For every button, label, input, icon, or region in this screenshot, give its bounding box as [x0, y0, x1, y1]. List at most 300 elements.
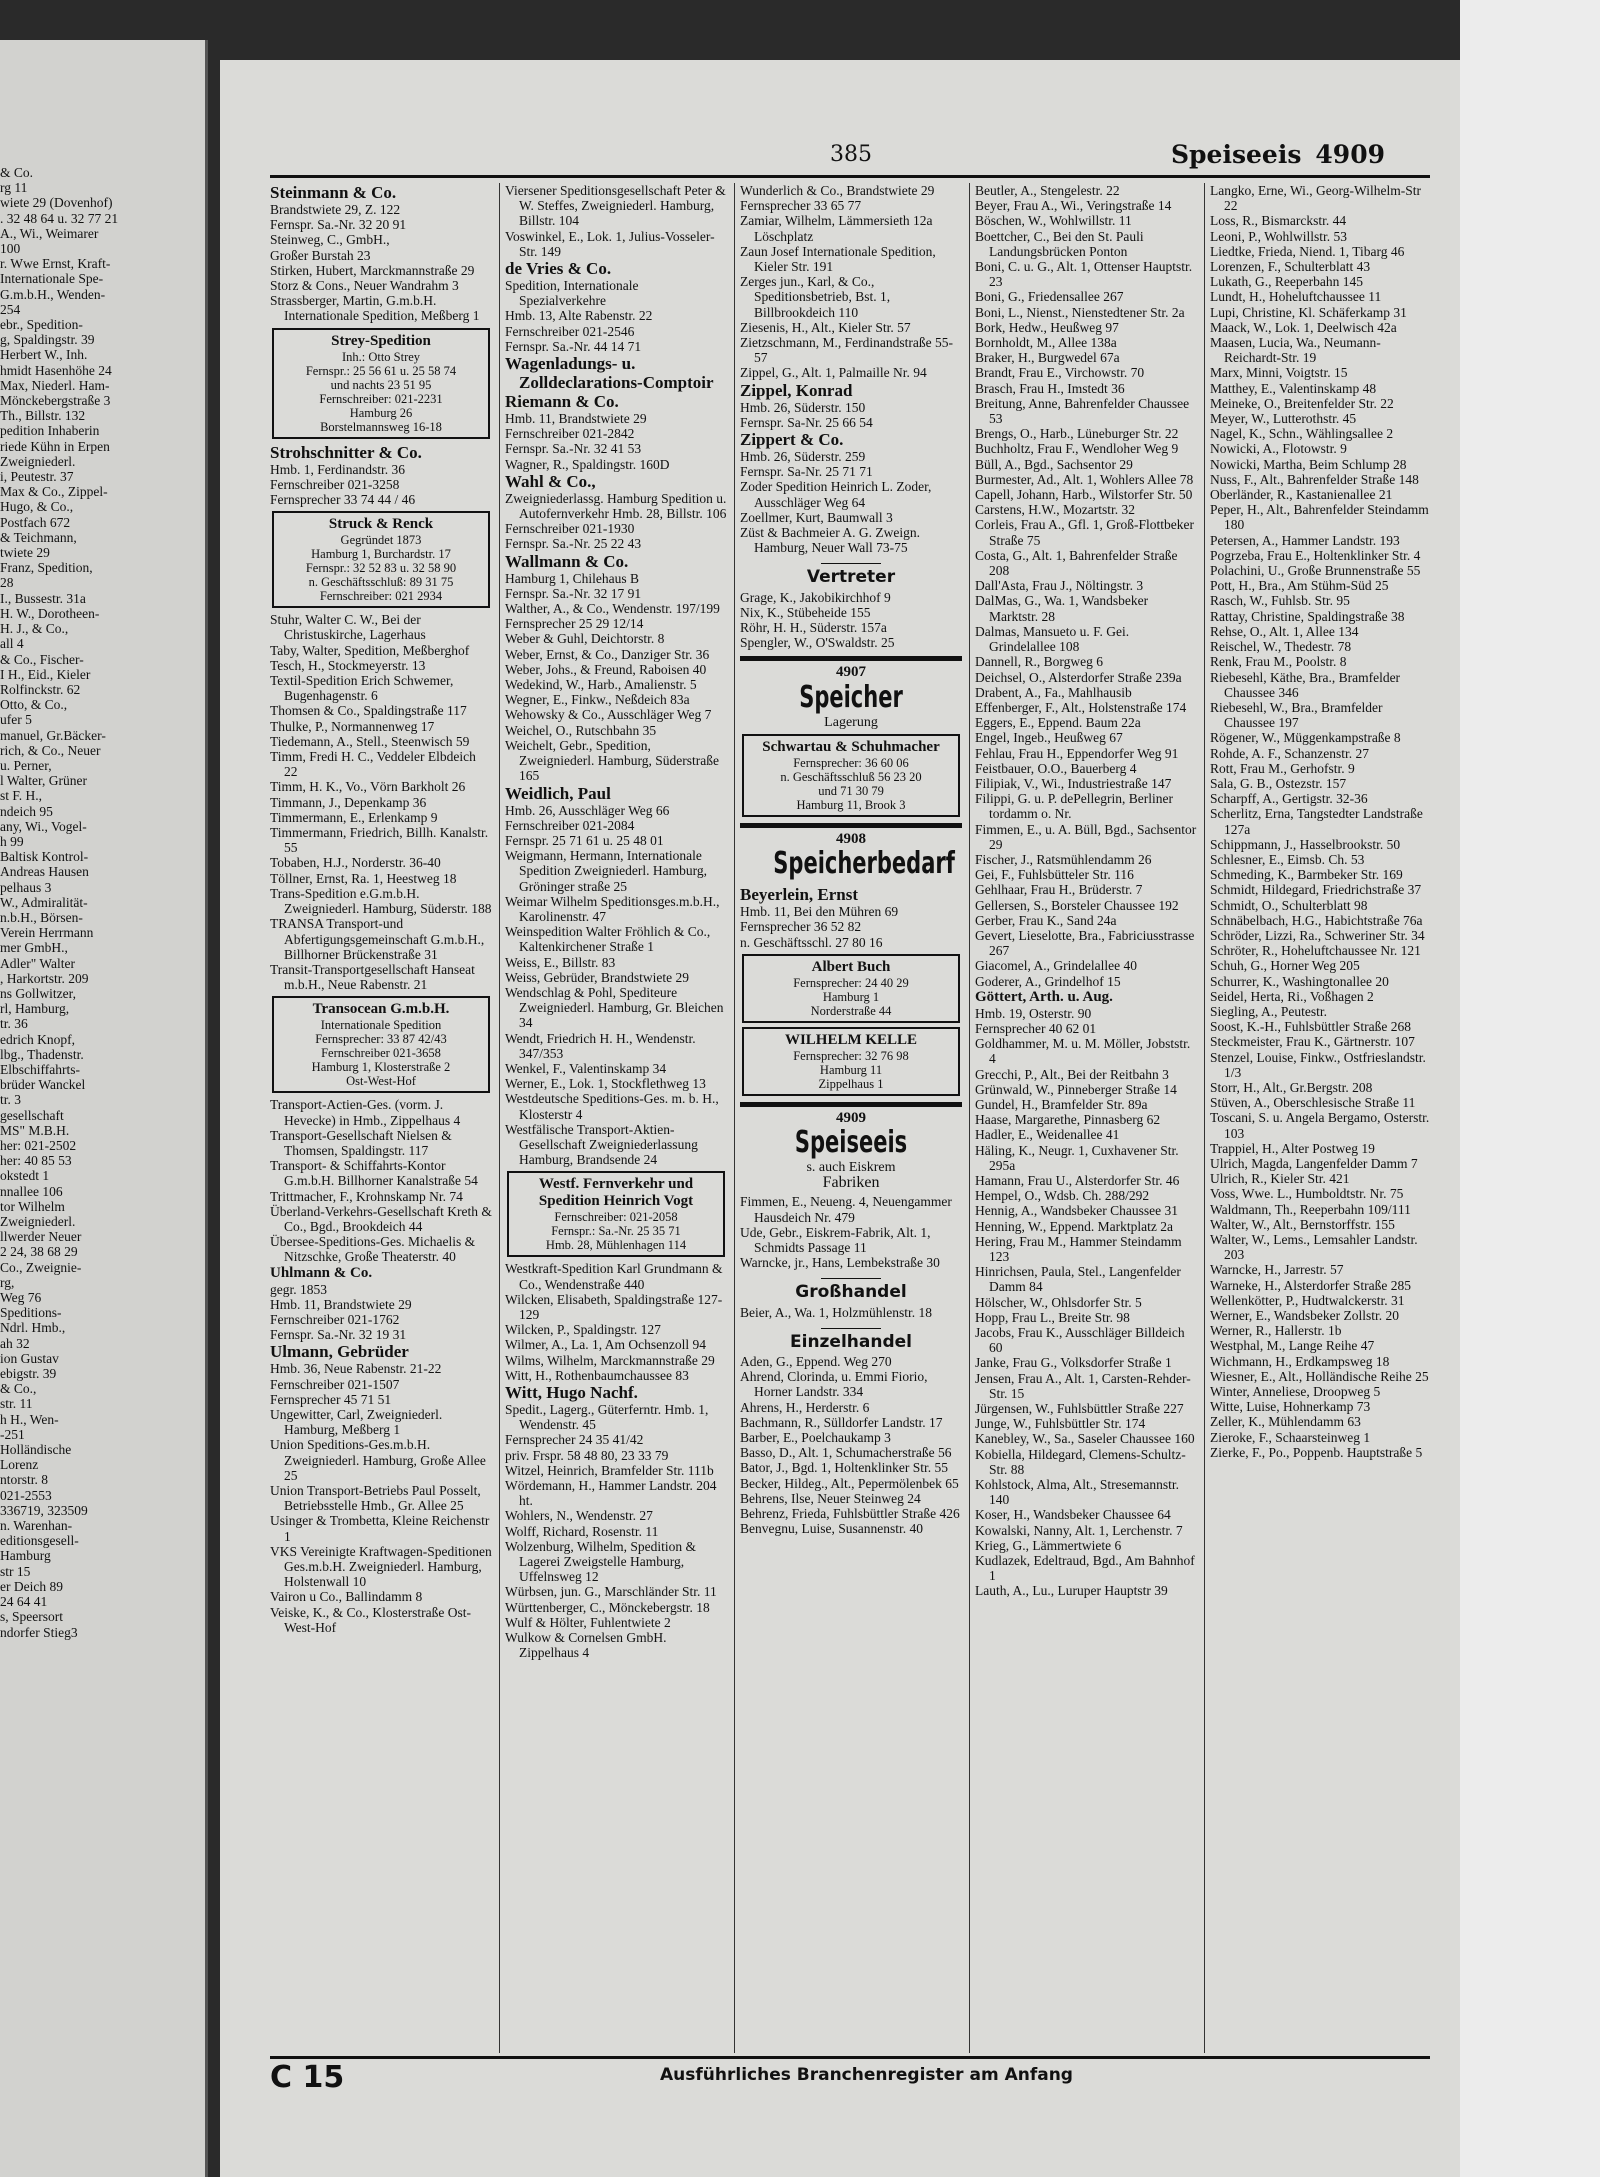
directory-entry: Bator, J., Bgd. 1, Holtenklinker Str. 55 — [740, 1460, 948, 1476]
facing-page-line: brüder Wanckel — [0, 1077, 86, 1093]
facing-page-line: ebr., Spedition- — [0, 317, 83, 333]
advertisement-line: Inh.: Otto Strey — [341, 349, 421, 364]
facing-page-line: Verein Herrmann — [0, 925, 94, 941]
directory-entry: Transport-Gesellschaft Nielsen & Thomsen, Spaldingstr. 117 — [270, 1127, 452, 1158]
directory-entry: Leoni, P., Wohlwillstr. 53 — [1210, 228, 1348, 244]
column-rule — [1204, 183, 1205, 2053]
directory-entry: Walter, W., Lems., Lemsahler Landstr. 203 — [1210, 1232, 1418, 1263]
facing-page-line: rg 11 — [0, 180, 28, 196]
facing-page-line: H. W., Dorotheen- — [0, 605, 100, 621]
facing-page-line: n. Warenhan- — [0, 1518, 73, 1534]
facing-page-line: n.b.H., Börsen- — [0, 909, 83, 925]
category-subheading: Großhandel — [740, 1278, 962, 1300]
directory-entry: Behrenz, Frieda, Fuhlsbüttler Straße 426 — [740, 1505, 960, 1521]
directory-entry: Überland-Verkehrs-Gesellschaft Kreth & Co., Bgd., Brookdeich 44 — [270, 1203, 492, 1234]
directory-entry: Bachmann, R., Sülldorfer Landstr. 17 — [740, 1414, 943, 1430]
directory-entry: Böschen, W., Wohlwillstr. 11 — [975, 213, 1132, 229]
column-rule — [499, 183, 500, 2053]
facing-page-line: any, Wi., Vogel- — [0, 818, 87, 834]
directory-entry: Goderer, A., Grindelhof 15 — [975, 973, 1121, 989]
advertisement-title: Struck & Renck — [328, 516, 434, 533]
directory-entry: Nowicki, A., Flotowstr. 9 — [1210, 441, 1347, 457]
directory-entry: Werner, E., Lok. 1, Stockflethweg 13 — [505, 1076, 706, 1092]
directory-entry: Hempel, O., Wdsb. Ch. 288/292 — [975, 1188, 1150, 1204]
facing-page-line: 2 24, 38 68 29 — [0, 1244, 78, 1260]
advertisement-line: Fernsprecher: 32 76 98 — [793, 1048, 909, 1063]
directory-entry: Fehlau, Frau H., Eppendorfer Weg 91 — [975, 745, 1179, 761]
directory-entry: Schnäbelbach, H.G., Habichtstraße 76a — [1210, 912, 1423, 928]
advertisement-line: Hamburg 26 — [349, 405, 413, 420]
directory-entry: Veiske, K., & Co., Klosterstraße Ost-West-Hof — [270, 1604, 471, 1635]
facing-page-line: tr. 3 — [0, 1092, 22, 1108]
directory-entry: Rohde, A. F., Schanzenstr. 27 — [1210, 745, 1370, 761]
directory-entry: Bornholdt, M., Allee 138a — [975, 335, 1117, 351]
directory-entry: Hmb. 11, Brandstwiete 29 — [270, 1296, 412, 1312]
facing-page-line: h 99 — [0, 833, 24, 849]
directory-entry: Brengs, O., Harb., Lüneburger Str. 22 — [975, 426, 1179, 442]
directory-entry: Fernspr. Sa.-Nr. 32 19 31 — [270, 1327, 407, 1343]
directory-entry: Trappiel, H., Alter Postweg 19 — [1210, 1140, 1375, 1156]
directory-entry: Corleis, Frau A., Gfl. 1, Groß-Flottbeker Straße 75 — [975, 517, 1194, 548]
facing-page-line: i, Peutestr. 37 — [0, 469, 74, 485]
directory-entry: Boettcher, C., Bei den St. Pauli Landungsbrücken Ponton — [975, 228, 1144, 259]
directory-entry: Weber & Guhl, Deichtorstr. 8 — [505, 631, 665, 647]
directory-entry: Ahrend, Clorinda, u. Emmi Fiorio, Horner Landstr. 334 — [740, 1369, 928, 1400]
directory-entry: Schmidt, O., Schulterblatt 98 — [1210, 897, 1368, 913]
facing-page-line: Herbert W., Inh. — [0, 347, 88, 363]
directory-entry: Schmeding, K., Barmbeker Str. 169 — [1210, 867, 1403, 883]
facing-page-line: Th., Billstr. 132 — [0, 408, 86, 424]
section-subtitle: s. auch Eiskrem — [806, 1159, 896, 1175]
directory-entry: Wellenkötter, P., Hudtwalckerstr. 31 — [1210, 1292, 1405, 1308]
directory-entry: Wedekind, W., Harb., Amalienstr. 5 — [505, 677, 697, 693]
directory-entry: Transport- & Schiffahrts-Kontor G.m.b.H. Billhorner Kanalstraße 54 — [270, 1158, 478, 1189]
facing-page-line: rg, — [0, 1274, 15, 1290]
directory-entry: Timmann, J., Depenkamp 36 — [270, 794, 427, 810]
facing-page-line: twiete 29 — [0, 545, 50, 561]
directory-entry: priv. Frspr. 58 48 80, 23 33 79 — [505, 1447, 669, 1463]
directory-entry: Fernspr. Sa.-Nr. 32 20 91 — [270, 217, 407, 233]
directory-entry: Ziesenis, H., Alt., Kieler Str. 57 — [740, 319, 911, 335]
directory-entry: Behrens, Ilse, Neuer Steinweg 24 — [740, 1490, 921, 1506]
facing-page-line: , Harkortstr. 209 — [0, 970, 89, 986]
company-name-heading: de Vries & Co. — [505, 259, 612, 279]
directory-entry: Breitung, Anne, Bahrenfelder Chaussee 53 — [975, 395, 1190, 427]
directory-entry: Filippi, G. u. P. dePellegrin, Berliner tordamm o. Nr. — [975, 791, 1173, 822]
directory-entry: Kowalski, Nanny, Alt. 1, Lerchenstr. 7 — [975, 1522, 1183, 1538]
directory-entry: Steckmeister, Frau K., Gärtnerstr. 107 — [1210, 1034, 1415, 1050]
directory-entry: Feistbauer, O.O., Bauerberg 4 — [975, 760, 1137, 776]
directory-entry: Westfälische Transport-Aktien-Gesellschaft Zweigniederlassung Hamburg, Brandsende 24 — [505, 1121, 698, 1168]
directory-entry: Riebesehl, Käthe, Bra., Bramfelder Chaussee 346 — [1210, 669, 1401, 700]
facing-page-line: -251 — [0, 1426, 25, 1442]
directory-entry: Ulrich, R., Kieler Str. 421 — [1210, 1171, 1350, 1187]
facing-page-line: 28 — [0, 575, 14, 591]
directory-entry: Wichmann, H., Erdkampsweg 18 — [1210, 1353, 1390, 1369]
directory-entry: Stuhr, Walter C. W., Bei der Christuskirche, Lagerhaus — [270, 612, 426, 643]
directory-entry: Zieroke, F., Schaarsteinweg 1 — [1210, 1429, 1371, 1445]
directory-entry: Effenberger, F., Alt., Holstenstraße 174 — [975, 699, 1187, 715]
directory-entry: Fernschreiber 021-1507 — [270, 1376, 400, 1392]
directory-entry: Giacomel, A., Grindelallee 40 — [975, 958, 1137, 974]
company-name-heading: Weidlich, Paul — [505, 783, 611, 803]
facing-page-line: Mönckebergstraße 3 — [0, 393, 111, 409]
advertisement-box — [507, 1171, 725, 1257]
running-head-section: 4909 — [1315, 140, 1385, 169]
directory-entry: Wehowsky & Co., Ausschläger Weg 7 — [505, 707, 712, 723]
directory-entry: DalMas, G., Wa. 1, Wandsbeker Marktstr. 28 — [975, 593, 1149, 624]
directory-entry: Matthey, E., Valentinskamp 48 — [1210, 380, 1377, 396]
directory-entry: Waldmann, Th., Reeperbahn 109/111 — [1210, 1201, 1411, 1217]
directory-entry: Rasch, W., Fuhlsb. Str. 95 — [1210, 593, 1350, 609]
directory-entry: Gehlhaar, Frau H., Brüderstr. 7 — [975, 882, 1143, 898]
advertisement-line: Hamburg 11 — [819, 1062, 883, 1077]
directory-entry: Schuh, G., Horner Weg 205 — [1210, 958, 1360, 974]
facing-page-line: pelhaus 3 — [0, 879, 52, 895]
directory-entry: Vairon u Co., Ballindamm 8 — [270, 1589, 423, 1605]
facing-page-line: Franz, Spedition, — [0, 560, 93, 576]
directory-entry: Warneke, H., Alsterdorfer Straße 285 — [1210, 1277, 1411, 1293]
directory-entry: Transit-Transportgesellschaft Hanseat m.b.H., Neue Rabenstr. 21 — [270, 961, 475, 993]
facing-page-line: pedition Inhaberin — [0, 423, 100, 439]
directory-entry: Schippmann, J., Hasselbrookstr. 50 — [1210, 836, 1401, 852]
facing-page-line: h H., Wen- — [0, 1411, 59, 1427]
facing-page-line: editionsgesell- — [0, 1533, 79, 1549]
directory-entry: Viersener Speditionsgesellschaft Peter & W. Steffes, Zweigniederl. Hamburg, Billstr. 104 — [505, 183, 726, 229]
directory-entry: Voss, Wwe. L., Humboldtstr. Nr. 75 — [1210, 1186, 1404, 1202]
advertisement-box — [272, 328, 490, 439]
directory-entry: Fernsprecher 40 62 01 — [975, 1020, 1097, 1036]
section-subheading: Fabriken — [822, 1174, 880, 1192]
directory-entry: Schmidt, Hildegard, Friedrichstraße 37 — [1210, 882, 1422, 898]
advertisement-line: Internationale Spedition — [320, 1018, 442, 1033]
directory-entry: Schröder, Lizzi, Ra., Schweriner Str. 34 — [1210, 927, 1425, 943]
facing-page-line: Holländische — [0, 1442, 72, 1458]
facing-page-line: ah 32 — [0, 1335, 30, 1351]
company-name-heading: Ulmann, Gebrüder — [270, 1342, 409, 1362]
directory-entry: Toscani, S. u. Angela Bergamo, Osterstr. 103 — [1210, 1110, 1430, 1141]
advertisement-title: Albert Buch — [811, 958, 891, 975]
directory-entry: Weimar Wilhelm Speditionsges.m.b.H., Karolinenstr. 47 — [505, 893, 720, 924]
directory-entry: Engel, Ingeb., Heußweg 67 — [975, 730, 1123, 746]
directory-entry: Barber, E., Poelchaukamp 3 — [740, 1429, 891, 1445]
facing-page-line: ufer 5 — [0, 712, 32, 728]
facing-page-line: Internationale Spe- — [0, 271, 104, 287]
directory-entry: gegr. 1853 — [270, 1281, 327, 1297]
facing-page-line: okstedt 1 — [0, 1168, 50, 1184]
directory-entry: Renk, Frau M., Poolstr. 8 — [1210, 654, 1347, 670]
directory-entry: Maack, W., Lok. 1, Deelwisch 42a — [1210, 319, 1397, 335]
directory-entry: Hmb. 13, Alte Rabenstr. 22 — [505, 308, 653, 324]
directory-entry: Fernspr. Sa-Nr. 25 66 54 — [740, 414, 873, 430]
directory-entry: Storr, H., Alt., Gr.Bergstr. 208 — [1210, 1079, 1373, 1095]
advertisement-line: Fernspr.: Sa.-Nr. 25 35 71 — [551, 1224, 681, 1239]
facing-page-line: Max & Co., Zippel- — [0, 484, 108, 500]
directory-entry: Scharpff, A., Gertigstr. 32-36 — [1210, 791, 1368, 807]
directory-entry: Seidel, Herta, Ri., Voßhagen 2 — [1210, 988, 1374, 1004]
advertisement-box — [272, 996, 490, 1093]
directory-entry: Fischer, J., Ratsmühlendamm 26 — [975, 851, 1152, 867]
directory-entry: Fernsprecher 33 74 44 / 46 — [270, 492, 416, 508]
directory-entry: Zeller, K., Mühlendamm 63 — [1210, 1414, 1361, 1430]
facing-page-line: tor Wilhelm — [0, 1198, 65, 1214]
directory-entry: Zippel, G., Alt. 1, Palmaille Nr. 94 — [740, 365, 927, 381]
facing-page-line: Otto, & Co., — [0, 697, 68, 713]
directory-entry: Union Speditions-Ges.m.b.H. Zweigniederl. Hamburg, Große Allee 25 — [270, 1437, 486, 1483]
directory-entry: Hmb. 11, Brandstwiete 29 — [505, 411, 647, 427]
directory-entry: Pogrzeba, Frau E., Holtenklinker Str. 4 — [1210, 547, 1421, 563]
facing-page-line: 254 — [0, 301, 21, 317]
directory-entry: Hölscher, W., Ohlsdorfer Str. 5 — [975, 1294, 1142, 1310]
directory-entry: Warncke, H., Jarrestr. 57 — [1210, 1262, 1344, 1278]
directory-entry: Spengler, W., O'Swaldstr. 25 — [740, 635, 895, 651]
directory-entry: Grage, K., Jakobikirchhof 9 — [740, 589, 891, 605]
directory-entry: Haase, Margarethe, Pinnasberg 62 — [975, 1112, 1161, 1128]
directory-entry: Fernspr. 25 71 61 u. 25 48 01 — [505, 832, 664, 848]
directory-entry: Tesch, H., Stockmeyerstr. 13 — [270, 657, 426, 673]
directory-entry: Dannell, R., Borgweg 6 — [975, 654, 1103, 670]
directory-entry: Pott, H., Bra., Am Stühm-Süd 25 — [1210, 578, 1389, 594]
directory-entry: Junge, W., Fuhlsbüttler Str. 174 — [975, 1416, 1146, 1432]
advertisement-line: Ost-West-Hof — [346, 1074, 416, 1089]
directory-entry: Lukath, G., Reeperbahn 145 — [1210, 274, 1363, 290]
directory-entry: Wunderlich & Co., Brandstwiete 29 — [740, 183, 935, 198]
directory-entry: Bork, Hedw., Heußweg 97 — [975, 319, 1119, 335]
directory-entry: Hinrichsen, Paula, Stel., Langenfelder Damm 84 — [975, 1264, 1181, 1295]
directory-entry: Wulf & Hölter, Fuhlentwiete 2 — [505, 1614, 671, 1630]
page-number: 385 — [830, 142, 872, 167]
directory-entry: Wolzenburg, Wilhelm, Spedition & Lagerei Zweigstelle Hamburg, Uffelnsweg 12 — [505, 1538, 696, 1585]
directory-entry: Weichel, O., Rutschbahn 35 — [505, 722, 657, 738]
directory-entry: Zamiar, Wilhelm, Lämmersieth 12a Löschplatz — [740, 213, 933, 244]
directory-entry: Voswinkel, E., Lok. 1, Julius-Vosseler-Str. 149 — [505, 228, 715, 259]
directory-entry: Storz & Cons., Neuer Wandrahm 3 — [270, 278, 459, 294]
company-name-heading: Beyerlein, Ernst — [740, 885, 859, 905]
facing-page-line: & Co., — [0, 1381, 37, 1397]
directory-entry: Grünwald, W., Pinneberger Straße 14 — [975, 1081, 1177, 1097]
category-subheading: Einzelhandel — [740, 1328, 962, 1350]
directory-entry: Stüven, A., Oberschlesische Straße 11 — [1210, 1095, 1416, 1111]
advertisement-box — [742, 1027, 960, 1096]
advertisement-line: und 71 30 79 — [818, 783, 884, 798]
directory-entry: Deichsel, O., Alsterdorfer Straße 239a — [975, 669, 1182, 685]
facing-page-line: mer GmbH., — [0, 940, 68, 956]
facing-page-line: manuel, Gr.Bäcker- — [0, 727, 106, 743]
directory-entry: Nuss, F., Alt., Bahrenfelder Straße 148 — [1210, 471, 1419, 487]
directory-entry: Spedit., Lagerg., Güterferntr. Hmb. 1, Wendenstr. 45 — [505, 1402, 709, 1433]
directory-entry: Weiss, E., Billstr. 83 — [505, 954, 616, 970]
background-margin — [1460, 0, 1600, 2177]
directory-entry: Hmb. 26, Süderstr. 150 — [740, 399, 866, 415]
directory-entry: Hamburg 1, Chilehaus B — [505, 570, 639, 586]
directory-entry: Beier, A., Wa. 1, Holzmühlenstr. 18 — [740, 1304, 932, 1320]
directory-entry: Wendschlag & Pohl, Spediteure Zweigniederl. Hamburg, Gr. Bleichen 34 — [505, 984, 724, 1031]
advertisement-line: Borstelmannsweg 16-18 — [320, 419, 442, 434]
facing-page-line: u. Perner, — [0, 757, 52, 773]
category-subheading: Vertreter — [740, 563, 962, 585]
directory-entry: Union Transport-Betriebs Paul Posselt, Betriebsstelle Hmb., Gr. Allee 25 — [270, 1482, 481, 1514]
facing-page-line: Andreas Hausen — [0, 864, 89, 880]
directory-entry: Henning, W., Eppend. Marktplatz 2a — [975, 1218, 1173, 1234]
advertisement-line: Fernschreiber 021-3658 — [321, 1046, 441, 1061]
facing-page-line: Hugo, & Co., — [0, 499, 74, 515]
directory-entry: Wiesner, E., Alt., Holländische Reihe 25 — [1210, 1368, 1429, 1384]
section-rule — [740, 656, 962, 661]
directory-column-5 — [1210, 183, 1430, 2053]
directory-entry: Wegner, E., Finkw., Neßdeich 83a — [505, 692, 690, 708]
facing-page-line: st F. H., — [0, 788, 43, 804]
facing-page-line: Weg 76 — [0, 1290, 42, 1306]
directory-entry: Schlesner, E., Eimsb. Ch. 53 — [1210, 851, 1365, 867]
facing-page-line: er Deich 89 — [0, 1578, 63, 1594]
facing-page-line: ndorfer Stieg3 — [0, 1624, 78, 1640]
directory-entry: Fernspr. Sa-Nr. 25 71 71 — [740, 464, 873, 480]
directory-entry: Würbsen, jun. G., Marschländer Str. 11 — [505, 1584, 717, 1600]
directory-entry: Jensen, Frau A., Alt. 1, Carsten-Rehder-Str. 15 — [975, 1370, 1191, 1401]
directory-entry: Witte, Luise, Hohnerkamp 73 — [1210, 1399, 1371, 1415]
directory-entry: Weber, Johs., & Freund, Raboisen 40 — [505, 661, 707, 677]
directory-entry: Timm, Fredi H. C., Veddeler Elbdeich 22 — [270, 749, 476, 780]
directory-entry: Benvegnu, Luise, Susannenstr. 40 — [740, 1521, 923, 1537]
header-rule — [270, 175, 1430, 178]
directory-entry: Übersee-Speditions-Ges. Michaelis & Nitzschke, Große Theaterstr. 40 — [270, 1234, 476, 1265]
section-subtitle: Lagerung — [824, 714, 878, 730]
directory-column-2 — [505, 183, 727, 2053]
facing-page-line: & Co. — [0, 165, 34, 180]
page-signature: C 15 — [270, 2060, 345, 2095]
directory-entry: Beyer, Frau A., Wi., Veringstraße 14 — [975, 198, 1172, 214]
directory-entry: Maasen, Lucia, Wa., Neumann-Reichardt-Str. 19 — [1210, 335, 1381, 366]
directory-entry: Wulkow & Cornelsen GmbH. Zippelhaus 4 — [505, 1630, 667, 1661]
advertisement-line: Zippelhaus 1 — [818, 1076, 884, 1091]
directory-entry: Thomsen & Co., Spaldingstraße 117 — [270, 703, 467, 719]
directory-entry: Wilms, Wilhelm, Marckmannstraße 29 — [505, 1352, 715, 1368]
directory-entry: Hmb. 36, Neue Rabenstr. 21-22 — [270, 1361, 442, 1377]
directory-entry: Rattay, Christine, Spaldingstraße 38 — [1210, 608, 1405, 624]
directory-entry: Krieg, G., Lämmertwiete 6 — [975, 1537, 1122, 1553]
advertisement-line: n. Geschäftsschluß: 89 31 75 — [308, 575, 454, 590]
directory-entry: Westkraft-Spedition Karl Grundmann & Co., Wendenstraße 440 — [505, 1261, 723, 1292]
facing-page-line: & Co., Fischer- — [0, 651, 84, 667]
advertisement-line: Fernsprecher: 36 60 06 — [793, 755, 909, 770]
directory-entry: Wendt, Friedrich H. H., Wendenstr. 347/353 — [505, 1030, 696, 1061]
directory-entry: Meineke, O., Breitenfelder Str. 22 — [1210, 395, 1394, 411]
directory-entry: Wolff, Richard, Rosenstr. 11 — [505, 1523, 659, 1539]
facing-page-line: hmidt Hasenhöhe 24 — [0, 362, 112, 378]
directory-entry: Timmermann, Friedrich, Billh. Kanalstr. 55 — [270, 825, 489, 856]
directory-entry: Fernschreiber 021-2546 — [505, 323, 635, 339]
facing-page-line: ebigstr. 39 — [0, 1366, 57, 1382]
advertisement-line: Hamburg 1, Klosterstraße 2 — [311, 1060, 451, 1075]
section-title: Speicherbedarf — [773, 846, 955, 882]
directory-entry: Dall'Asta, Frau J., Nöltingstr. 3 — [975, 578, 1144, 594]
directory-entry: Großer Burstah 23 — [270, 247, 371, 263]
facing-page-line: Hamburg — [0, 1548, 51, 1564]
directory-entry: Fernschreiber 021-2842 — [505, 426, 635, 442]
company-name-heading: Wallmann & Co. — [505, 551, 629, 571]
section-heading — [740, 823, 962, 881]
directory-entry: Zoder Spedition Heinrich L. Zoder, Ausschläger Weg 64 — [740, 479, 932, 510]
facing-page-line: her: 40 85 53 — [0, 1153, 72, 1169]
directory-entry: Peper, H., Alt., Bahrenfelder Steindamm 180 — [1210, 502, 1429, 533]
advertisement-title: Westf. Fernverkehr und Spedition Heinrich Vogt — [538, 1176, 694, 1210]
facing-page-line: rich, & Co., Neuer — [0, 742, 101, 758]
directory-entry: Boni, C. u. G., Alt. 1, Ottenser Hauptstr. 23 — [975, 259, 1193, 290]
directory-entry: Fernschreiber 021-1762 — [270, 1311, 400, 1327]
directory-entry: Lauth, A., Lu., Luruper Hauptstr 39 — [975, 1583, 1168, 1599]
directory-entry: Hopp, Frau L., Breite Str. 98 — [975, 1309, 1130, 1325]
directory-entry: Gevert, Lieselotte, Bra., Fabriciusstrasse 267 — [975, 927, 1195, 959]
directory-entry: Lupi, Christine, Kl. Schäferkamp 31 — [1210, 304, 1407, 320]
advertisement-line: Hmb. 28, Mühlenhagen 114 — [545, 1238, 687, 1253]
directory-entry: Taby, Walter, Spedition, Meßberghof — [270, 642, 470, 658]
directory-entry: Capell, Johann, Harb., Wilstorfer Str. 50 — [975, 487, 1193, 503]
facing-page-fragment — [0, 40, 208, 2177]
directory-entry: Meyer, W., Lutterothstr. 45 — [1210, 411, 1357, 427]
directory-entry: Petersen, A., Hammer Landstr. 193 — [1210, 532, 1400, 548]
directory-entry: Boni, G., Friedensallee 267 — [975, 289, 1124, 305]
directory-entry: Fimmen, E., u. A. Büll, Bgd., Sachsentor 29 — [975, 821, 1197, 852]
directory-entry: Gei, F., Fuhlsbütteler Str. 116 — [975, 867, 1134, 883]
company-name-heading: Riemann & Co. — [505, 392, 619, 412]
directory-entry: Walter, W., Alt., Bernstorffstr. 155 — [1210, 1216, 1395, 1232]
company-name-heading: Göttert, Arth. u. Aug. — [975, 988, 1113, 1005]
directory-entry: Goldhammer, M. u. M. Möller, Jobststr. 4 — [975, 1036, 1191, 1067]
directory-entry: Fernspr. Sa.-Nr. 32 17 91 — [505, 585, 642, 601]
directory-entry: Fernsprecher 36 52 82 — [740, 919, 862, 935]
directory-entry: Zerges jun., Karl, & Co., Speditionsbetrieb, Bst. 1, Billbrookdeich 110 — [740, 274, 891, 320]
directory-entry: Winter, Anneliese, Droopweg 5 — [1210, 1384, 1381, 1400]
directory-entry: Fernschreiber 021-3258 — [270, 476, 400, 492]
directory-entry: Zoellmer, Kurt, Baumwall 3 — [740, 509, 893, 525]
directory-entry: Drabent, A., Fa., Mahlhausib — [975, 684, 1132, 700]
directory-entry: Timmermann, E., Erlenkamp 9 — [270, 809, 438, 825]
directory-entry: Württenberger, C., Mönckebergstr. 18 — [505, 1599, 710, 1615]
company-name-heading: Zippert & Co. — [740, 430, 844, 450]
facing-page-line: l Walter, Grüner — [0, 773, 87, 789]
advertisement-line: Fernspr.: 25 56 61 u. 25 58 74 — [305, 363, 457, 378]
facing-page-line: all 4 — [0, 636, 24, 652]
facing-page-line: Max, Niederl. Ham- — [0, 377, 110, 393]
directory-entry: Ungewitter, Carl, Zweigniederl. Hamburg, Meßberg 1 — [270, 1406, 443, 1438]
directory-entry: Soost, K.-H., Fuhlsbüttler Straße 268 — [1210, 1019, 1411, 1035]
directory-column-3 — [740, 183, 962, 2053]
directory-entry: Stenzel, Louise, Finkw., Ostfrieslandstr. 1/3 — [1210, 1049, 1426, 1080]
facing-page-line: A., Wi., Weimarer — [0, 225, 99, 241]
directory-entry: Hering, Frau M., Hammer Steindamm 123 — [975, 1233, 1182, 1265]
directory-entry: Textil-Spedition Erich Schwemer, Bugenhagenstr. 6 — [270, 673, 454, 704]
directory-entry: Aden, G., Eppend. Weg 270 — [740, 1353, 892, 1369]
facing-page-line: Zweigniederl. — [0, 1214, 76, 1230]
directory-entry: Kobiella, Hildegard, Clemens-Schultz-Str. 88 — [975, 1446, 1186, 1477]
section-number: 4907 — [836, 664, 866, 681]
directory-entry: Fernschreiber 021-2084 — [505, 817, 635, 833]
facing-page-line: Co., Zweignie- — [0, 1259, 82, 1275]
directory-entry: Koser, H., Wandsbeker Chaussee 64 — [975, 1507, 1171, 1523]
directory-entry: Kudlazek, Edeltraud, Bgd., Am Bahnhof 1 — [975, 1553, 1195, 1584]
directory-entry: Gellersen, S., Borsteler Chaussee 192 — [975, 897, 1179, 913]
directory-entry: Hmb. 26, Süderstr. 259 — [740, 449, 866, 465]
facing-page-line: ion Gustav — [0, 1350, 59, 1366]
directory-entry: Nix, K., Stübeheide 155 — [740, 604, 871, 620]
directory-column-1 — [270, 183, 492, 2053]
directory-entry: Wagner, R., Spaldingstr. 160D — [505, 456, 670, 472]
section-title: Speicher — [799, 679, 903, 715]
directory-entry: Wördemann, H., Hammer Landstr. 204 ht. — [505, 1478, 717, 1509]
directory-entry: Jacobs, Frau K., Ausschläger Billdeich 60 — [975, 1325, 1185, 1356]
directory-entry: Becker, Hildeg., Alt., Pepermölenbek 65 — [740, 1475, 959, 1491]
directory-entry: Hmb. 26, Ausschläger Weg 66 — [505, 802, 670, 818]
